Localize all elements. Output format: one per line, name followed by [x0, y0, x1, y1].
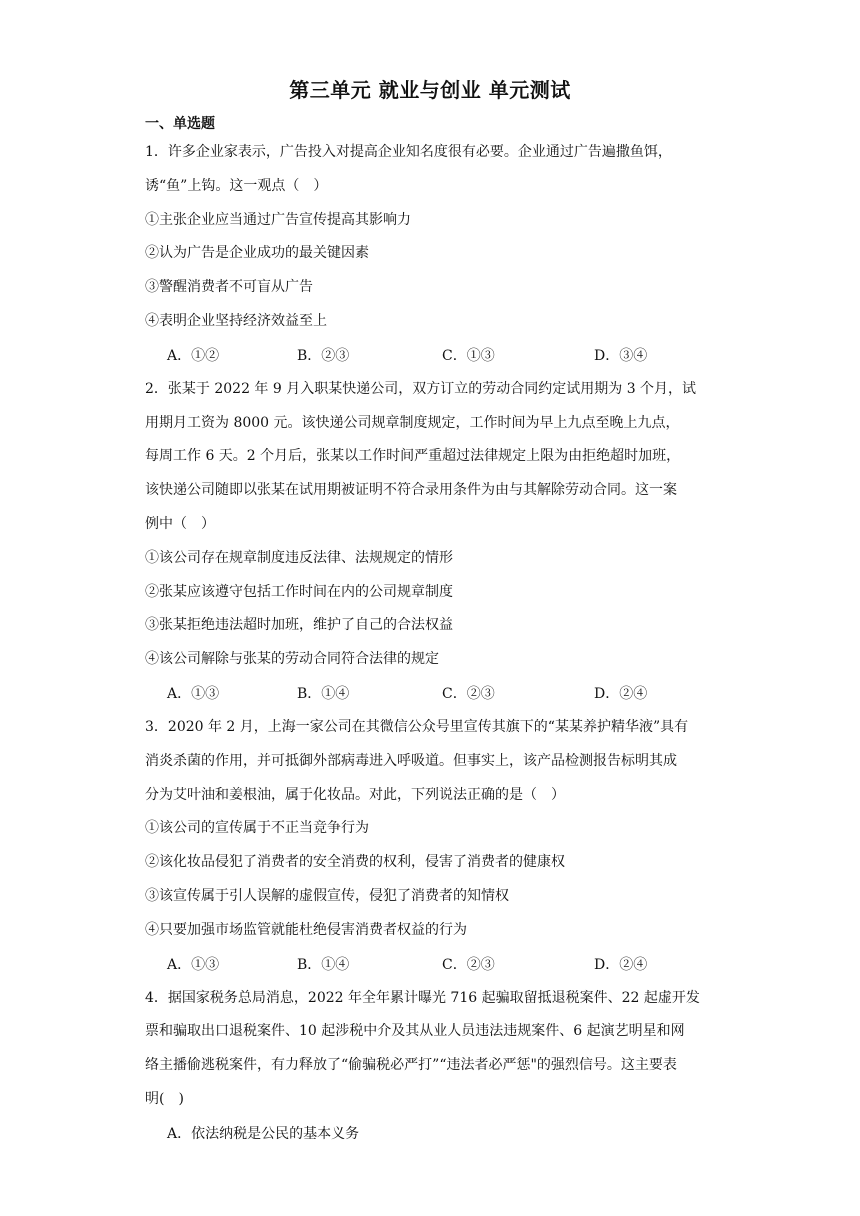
choice-a[interactable]: A．依法纳税是公民的基本义务 [167, 1125, 360, 1142]
choice-d[interactable]: D．③④ [594, 347, 648, 364]
question-4 [145, 982, 725, 1151]
question-2-stem-line: 例中（ ） [145, 515, 215, 532]
choice-c[interactable]: C．②③ [442, 956, 495, 973]
question-1-statement: ④表明企业坚持经济效益至上 [145, 312, 327, 329]
question-3-statement: ②该化妆品侵犯了消费者的安全消费的权利，侵害了消费者的健康权 [145, 854, 565, 871]
question-1-choices [145, 339, 725, 373]
question-1-statement: ③警醒消费者不可盲从广告 [145, 279, 313, 296]
question-3-stem-line: 消炎杀菌的作用，并可抵御外部病毒进入呼吸道。但事实上，该产品检测报告标明其成 [145, 752, 677, 769]
choice-a[interactable]: A．①③ [167, 956, 220, 973]
question-3-statement: ①该公司的宣传属于不正当竞争行为 [145, 820, 369, 837]
question-2-statement: ②张某应该遵守包括工作时间在内的公司规章制度 [145, 583, 453, 600]
question-2-statement: ④该公司解除与张某的劳动合同符合法律的规定 [145, 651, 439, 668]
question-4-stem-line: 4．据国家税务总局消息，2022 年全年累计曝光 716 起骗取留抵退税案件、22 起虚开发 [145, 989, 700, 1006]
choice-a[interactable]: A．①② [167, 347, 220, 364]
question-3-statement: ③该宣传属于引人误解的虚假宣传，侵犯了消费者的知情权 [145, 887, 509, 904]
choice-b[interactable]: B．①④ [297, 685, 350, 702]
choice-b[interactable]: B．①④ [297, 956, 350, 973]
question-1 [145, 136, 725, 373]
question-3-stem-line: 3．2020 年 2 月，上海一家公司在其微信公众号里宣传其旗下的“某某养护精华液”具有 [145, 718, 689, 735]
question-4-stem-line: 明( ) [145, 1090, 184, 1107]
question-2-stem-line: 每周工作 6 天。2 个月后，张某以工作时间严重超过法律规定上限为由拒绝超时加班， [145, 448, 681, 465]
question-1-statement: ①主张企业应当通过广告宣传提高其影响力 [145, 211, 411, 228]
page-title: 第三单元 就业与创业 单元测试 [289, 78, 571, 102]
question-4-stem-line: 票和骗取出口退税案件、10 起涉税中介及其从业人员违法违规案件、6 起演艺明星和网 [145, 1023, 685, 1040]
question-2-stem-line: 用期月工资为 8000 元。该快递公司规章制度规定，工作时间为早上九点至晚上九点， [145, 414, 680, 431]
choice-d[interactable]: D．②④ [594, 685, 648, 702]
choice-a[interactable]: A．①③ [167, 685, 220, 702]
section-heading: 一、单选题 [145, 116, 215, 132]
question-2-stem-line: 该快递公司随即以张某在试用期被证明不符合录用条件为由与其解除劳动合同。这一案 [145, 482, 677, 499]
question-list [145, 136, 725, 1151]
choice-d[interactable]: D．②④ [594, 956, 648, 973]
question-1-stem-line: 诱“鱼”上钩。这一观点（ ） [145, 177, 328, 194]
question-3-stem-line: 分为艾叶油和姜根油，属于化妆品。对此，下列说法正确的是（ ） [145, 786, 565, 803]
question-3-statement: ④只要加强市场监管就能杜绝侵害消费者权益的行为 [145, 921, 467, 938]
question-3-choices [145, 948, 725, 982]
question-4-stem-line: 络主播偷逃税案件，有力释放了“偷骗税必严打”“违法者必严惩"的强烈信号。这主要表 [145, 1057, 677, 1074]
question-2-statement: ③张某拒绝违法超时加班，维护了自己的合法权益 [145, 617, 453, 634]
question-1-stem-line: 1．许多企业家表示，广告投入对提高企业知名度很有必要。企业通过广告遍撒鱼饵， [145, 144, 672, 160]
question-1-statement: ②认为广告是企业成功的最关键因素 [145, 245, 369, 262]
question-3 [145, 711, 725, 982]
choice-c[interactable]: C．②③ [442, 685, 495, 702]
choice-c[interactable]: C．①③ [442, 347, 495, 364]
question-2-choices [145, 677, 725, 711]
question-2-statement: ①该公司存在规章制度违反法律、法规规定的情形 [145, 549, 453, 566]
question-2-stem-line: 2．张某于 2022 年 9 月入职某快递公司，双方订立的劳动合同约定试用期为 3 个月，试 [145, 380, 697, 397]
question-2 [145, 373, 725, 711]
choice-b[interactable]: B．②③ [297, 347, 350, 364]
